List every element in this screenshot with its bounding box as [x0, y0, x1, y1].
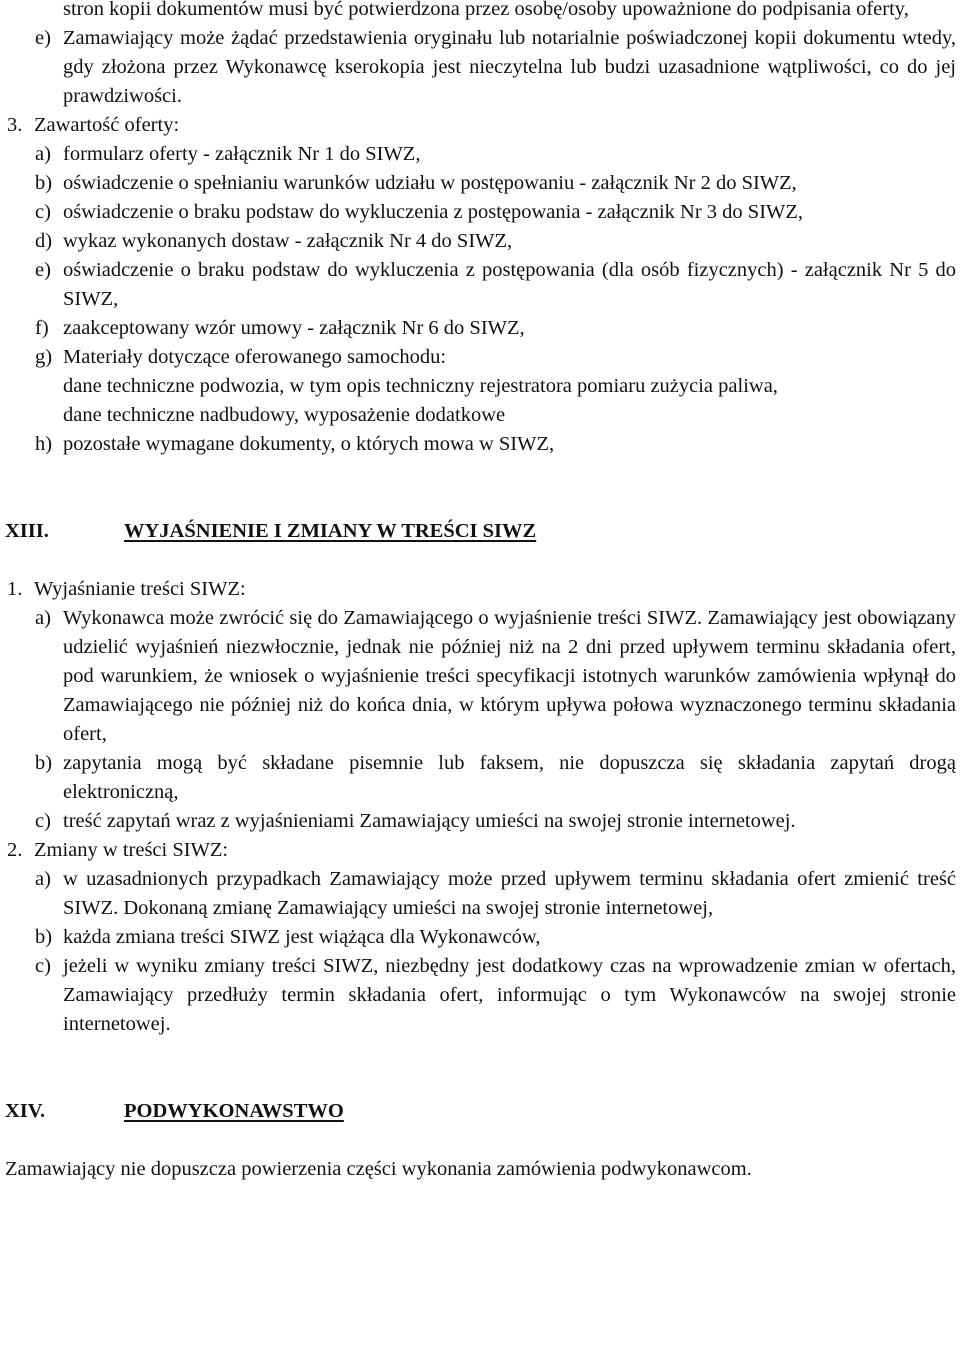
list-marker: h)	[35, 433, 53, 455]
list-item	[0, 140, 960, 169]
list-marker: f)	[35, 317, 49, 339]
list-marker: e)	[35, 27, 51, 49]
list-text: Wykonawca może zwrócić się do Zamawiającego o wyjaśnienie treści SIWZ. Zamawiający jest obowiązany udzielić wyjaśnień niezwłocznie, jednak nie później niż na 2 dni przed upływem terminu składania ofert, pod warunkiem, że wniosek o wyjaśnienie treści specyfikacji istotnych warunków zamówienia wpłynął do Zamawiającego nie później niż do końca dnia, w którym upływa połowa wyznaczonego terminu składania ofert,	[63, 607, 956, 745]
list-text: pozostałe wymagane dokumenty, o których mowa w SIWZ,	[63, 433, 555, 455]
spacer	[0, 488, 960, 517]
section-title: WYJAŚNIENIE I ZMIANY W TREŚCI SIWZ	[124, 520, 537, 542]
spacer	[0, 459, 960, 488]
list-text: treść zapytań wraz z wyjaśnieniami Zamawiający umieści na swojej stronie internetowej.	[63, 810, 796, 832]
list-marker: b)	[35, 172, 53, 194]
section-number: XIII.	[5, 520, 49, 542]
point-title: Zawartość oferty:	[34, 114, 180, 136]
list-marker: b)	[35, 752, 53, 774]
section-number: XIV.	[5, 1100, 46, 1122]
section-heading-xiv	[0, 1097, 960, 1126]
list-text: oświadczenie o braku podstaw do wykluczenia z postępowania - załącznik Nr 3 do SIWZ,	[63, 201, 804, 223]
list-item	[0, 227, 960, 256]
list-item-e-top	[0, 24, 960, 111]
point-title: Zmiany w treści SIWZ:	[34, 839, 229, 861]
section-heading-xiii	[0, 517, 960, 546]
list-marker: a)	[35, 143, 51, 165]
point-3-heading	[0, 111, 960, 140]
list-marker: a)	[35, 868, 51, 890]
spacer	[0, 546, 960, 575]
list-text: Materiały dotyczące oferowanego samochodu:	[63, 346, 447, 368]
list-text: zapytania mogą być składane pisemnie lub faksem, nie dopuszcza się składania zapytań drogą elektroniczną,	[63, 752, 956, 803]
list-marker: a)	[35, 607, 51, 629]
spacer	[0, 1039, 960, 1068]
list-item	[0, 807, 960, 836]
list-item	[0, 169, 960, 198]
list-item	[0, 865, 960, 923]
point-1-heading	[0, 575, 960, 604]
list-marker: c)	[35, 201, 51, 223]
list-marker: c)	[35, 955, 51, 977]
list-marker: c)	[35, 810, 51, 832]
point-number: 2.	[7, 839, 23, 861]
list-text: każda zmiana treści SIWZ jest wiążąca dla Wykonawców,	[63, 926, 541, 948]
list-item	[0, 343, 960, 372]
list-item	[0, 198, 960, 227]
list-text: oświadczenie o spełnianiu warunków udziału w postępowaniu - załącznik Nr 2 do SIWZ,	[63, 172, 797, 194]
section-paragraph: Zamawiający nie dopuszcza powierzenia części wykonania zamówienia podwykonawcom.	[5, 1158, 752, 1180]
spacer	[0, 1126, 960, 1155]
list-item	[0, 923, 960, 952]
list-text: zaakceptowany wzór umowy - załącznik Nr 6 do SIWZ,	[63, 317, 525, 339]
section-title: PODWYKONAWSTWO	[124, 1100, 344, 1122]
g-sub-line: dane techniczne podwozia, w tym opis techniczny rejestratora pomiaru zużycia paliwa,	[63, 375, 778, 397]
list-text: jeżeli w wyniku zmiany treści SIWZ, niezbędny jest dodatkowy czas na wprowadzenie zmian w ofertach, Zamawiający przedłuży termin składania ofert, informując o tym Wykonawców na swojej stronie internetowej.	[63, 955, 956, 1035]
list-text: oświadczenie o braku podstaw do wykluczenia z postępowania (dla osób fizycznych) - załącznik Nr 5 do SIWZ,	[63, 259, 956, 310]
list-text: formularz oferty - załącznik Nr 1 do SIWZ,	[63, 143, 421, 165]
list-text: wykaz wykonanych dostaw - załącznik Nr 4 do SIWZ,	[63, 230, 513, 252]
continuation-text: stron kopii dokumentów musi być potwierdzona przez osobę/osoby upoważnione do podpisania oferty,	[63, 0, 909, 20]
list-item	[0, 952, 960, 1039]
list-item	[0, 604, 960, 749]
spacer	[0, 1068, 960, 1097]
list-text: w uzasadnionych przypadkach Zamawiający może przed upływem terminu składania ofert zmienić treść SIWZ. Dokonaną zmianę Zamawiający umieści na swojej stronie internetowej,	[63, 868, 956, 919]
list-item	[0, 430, 960, 459]
point-number: 3.	[7, 114, 23, 136]
list-item	[0, 749, 960, 807]
list-marker: d)	[35, 230, 53, 252]
point-title: Wyjaśnianie treści SIWZ:	[34, 578, 246, 600]
list-item	[0, 256, 960, 314]
list-text: Zamawiający może żądać przedstawienia oryginału lub notarialnie poświadczonej kopii dokumentu wtedy, gdy złożona przez Wykonawcę kserokopia jest nieczytelna lub budzi uzasadnione wątpliwości, co do jej prawdziwości.	[63, 27, 956, 107]
point-number: 1.	[7, 578, 23, 600]
point-2-heading	[0, 836, 960, 865]
list-marker: e)	[35, 259, 51, 281]
g-sub-line: dane techniczne nadbudowy, wyposażenie dodatkowe	[63, 404, 506, 426]
list-marker: b)	[35, 926, 53, 948]
list-marker: g)	[35, 346, 53, 368]
list-item	[0, 314, 960, 343]
